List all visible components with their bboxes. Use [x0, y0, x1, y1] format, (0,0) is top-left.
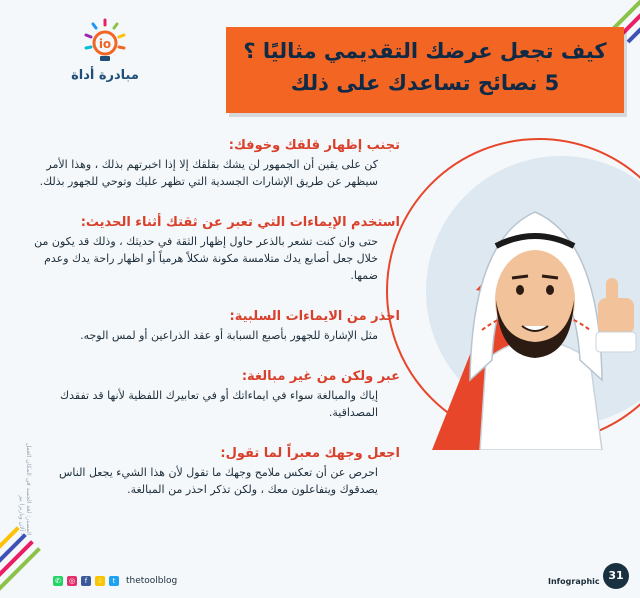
logo-name: مبادرة أداة — [71, 68, 139, 83]
tip-heading: استخدم الإيماءات التي تعبر عن ثقتك أثناء الحديث: — [80, 215, 400, 230]
tip-text: إياك والمبالغة سواء في ايماءاتك أو في تعابيرك اللفظية لأنها قد تفقدك المصداقية. — [60, 389, 378, 419]
source-note: المصدر: لغة الجسد في المكان العمل - آلان وباربرا بيز — [18, 442, 32, 535]
tip-heading: تجنب إظهار قلقك وخوفك: — [228, 138, 400, 153]
tip-item — [30, 444, 400, 498]
tip-text: احرص عن أن تعكس ملامح وجهك ما تقول لأن هذا الشيء يجعل الناس يصدقوك ويتفاعلون معك ، ولكن تذكر احذر من المبالغة. — [58, 466, 378, 496]
tips-list — [30, 132, 400, 505]
tip-item — [30, 307, 400, 344]
footer — [0, 570, 640, 598]
lightbulb-icon — [82, 18, 128, 64]
whatsapp-icon[interactable]: ✆ — [53, 576, 63, 586]
brand-name[interactable]: thetoolblog — [126, 576, 178, 586]
tip-heading: اجعل وجهك معبراً لما تقول: — [220, 446, 400, 461]
twitter-icon[interactable]: t — [109, 576, 119, 586]
tip-heading: عبر ولكن من غير مبالغة: — [241, 369, 400, 384]
tip-text: حتى وان كنت تشعر بالذعر حاول إظهار الثقة في حديثك ، وذلك قد يكون من خلال جعل أصابع يدك متلامسة مكونة شكلاً هرمياً أو اظهار راحة يدك وعدم ضمها. — [34, 235, 378, 282]
tip-heading: احذر من الايماءات السلبية: — [229, 309, 400, 324]
facebook-icon[interactable]: f — [81, 576, 91, 586]
logo — [60, 18, 150, 83]
tip-text: مثل الإشارة للجهور بأصبع السبابة أو عقد الذراعين أو لمس الوجه. — [80, 329, 378, 342]
thumbs-up-hand — [596, 278, 636, 352]
instagram-icon[interactable]: ◎ — [68, 577, 76, 585]
page-title: كيف تجعل عرضك التقديمي مثاليًا ؟ — [243, 39, 607, 63]
tip-item — [30, 213, 400, 284]
page-number: 31 — [603, 563, 629, 589]
snapchat-icon[interactable]: ♤ — [96, 577, 104, 585]
social-links — [53, 576, 119, 586]
page-subtitle: 5 نصائح تساعدك على ذلك — [290, 71, 560, 95]
svg-text:io: io — [98, 37, 112, 51]
presenter-illustration — [420, 150, 640, 450]
tip-item — [30, 367, 400, 421]
infographic-label: Infographic — [548, 577, 600, 586]
tip-item — [30, 136, 400, 190]
title-banner — [226, 27, 624, 113]
tip-text: كن على يقين أن الجمهور لن يشك بقلقك إلا إذا اخبرتهم بذلك ، وهذا الأمر سيظهر عن طريق الإشارات الجسدية التي تظهر عليك وتوحي للجهور بذلك. — [39, 158, 378, 188]
